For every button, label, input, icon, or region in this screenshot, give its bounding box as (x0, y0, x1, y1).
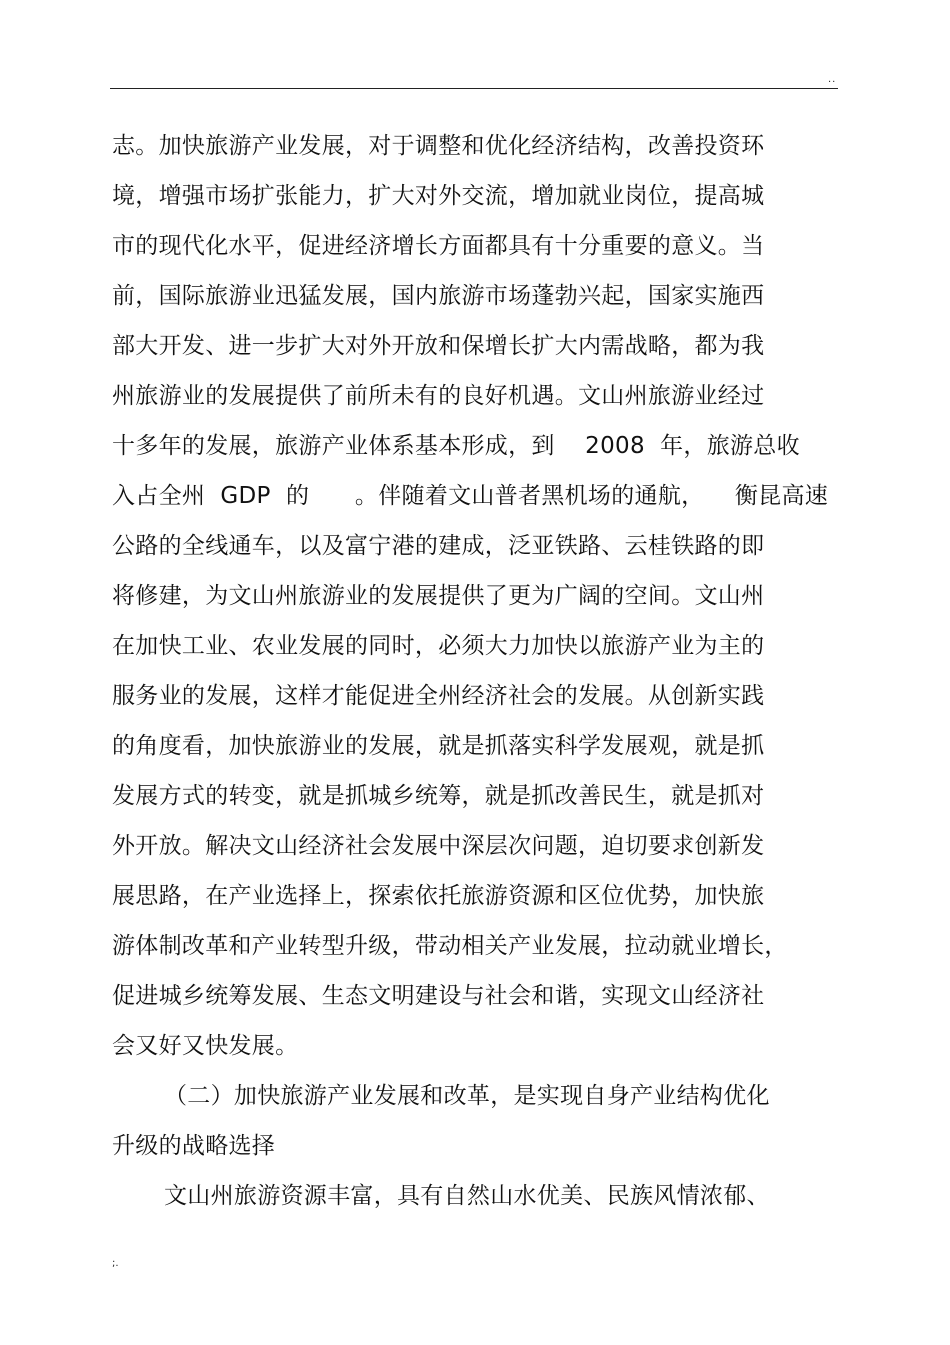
section-heading-line: 升级的战略选择 (112, 1133, 276, 1159)
text-line: 在加快工业、农业发展的同时，必须大力加快以旅游产业为主的 (112, 633, 765, 659)
text-line: 入占全州 GDP 的 。伴随着文山普者黑机场的通航， 衡昆高速 (112, 483, 829, 509)
text-line: 会又好又快发展。 (112, 1033, 299, 1059)
text-line: 发展方式的转变，就是抓城乡统筹，就是抓改善民生，就是抓对 (112, 783, 765, 809)
text-line: 志。加快旅游产业发展，对于调整和优化经济结构，改善投资环 (112, 133, 765, 159)
paragraph-first-line: 文山州旅游资源丰富，具有自然山水优美、民族风情浓郁、 (164, 1183, 770, 1209)
text-line: 的角度看，加快旅游业的发展，就是抓落实科学发展观，就是抓 (112, 733, 765, 759)
text-line: 外开放。解决文山经济社会发展中深层次问题，迫切要求创新发 (112, 833, 765, 859)
footer-mark: ;. (112, 1258, 119, 1269)
text-line: 州旅游业的发展提供了前所未有的良好机遇。文山州旅游业经过 (112, 383, 765, 409)
text-line: 部大开发、进一步扩大对外开放和保增长扩大内需战略，都为我 (112, 333, 765, 359)
text-line: 境，增强市场扩张能力，扩大对外交流，增加就业岗位，提高城 (112, 183, 765, 209)
text-line: 市的现代化水平，促进经济增长方面都具有十分重要的意义。当 (112, 233, 765, 259)
text-line: 公路的全线通车，以及富宁港的建成，泛亚铁路、云桂铁路的即 (112, 533, 765, 559)
text-line: 展思路，在产业选择上，探索依托旅游资源和区位优势，加快旅 (112, 883, 765, 909)
text-line: 游体制改革和产业转型升级，带动相关产业发展，拉动就业增长， (112, 933, 788, 959)
text-line: 十多年的发展，旅游产业体系基本形成，到 2008 年，旅游总收 (112, 433, 800, 459)
body-text (112, 126, 842, 1226)
header-mark: .. (828, 74, 837, 85)
text-line: 促进城乡统筹发展、生态文明建设与社会和谐，实现文山经济社 (112, 983, 765, 1009)
section-heading-line: （二）加快旅游产业发展和改革，是实现自身产业结构优化 (164, 1083, 770, 1109)
header-rule (110, 88, 838, 89)
text-line: 前，国际旅游业迅猛发展，国内旅游市场蓬勃兴起，国家实施西 (112, 283, 765, 309)
text-line: 将修建，为文山州旅游业的发展提供了更为广阔的空间。文山州 (112, 583, 765, 609)
text-line: 服务业的发展，这样才能促进全州经济社会的发展。从创新实践 (112, 683, 765, 709)
